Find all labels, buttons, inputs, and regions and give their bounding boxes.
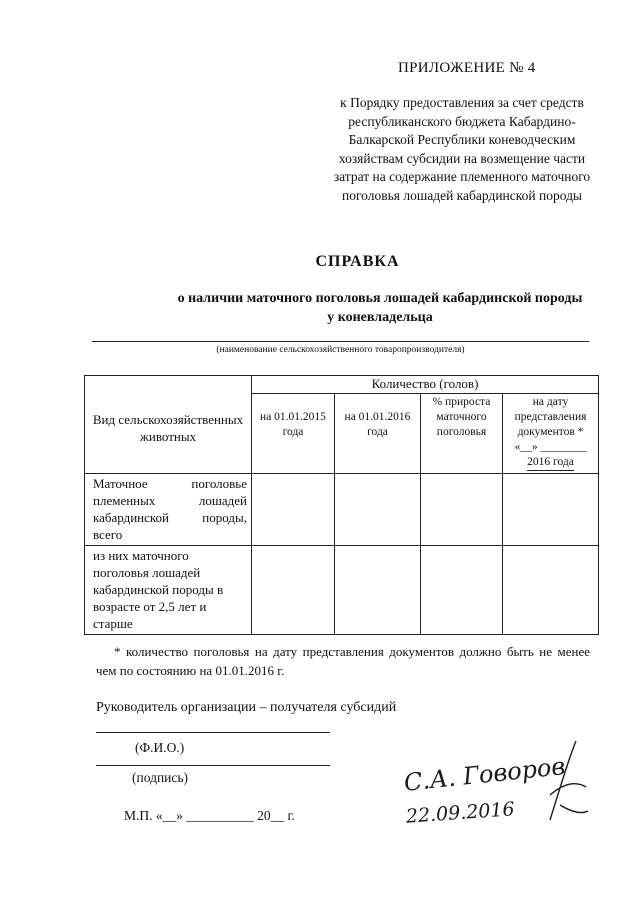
- signature-line: [96, 765, 330, 766]
- appendix-title: ПРИЛОЖЕНИЕ № 4: [398, 60, 536, 76]
- table-cell: [335, 546, 421, 635]
- stamp-date-line: М.П. «__» __________ 20__ г.: [124, 808, 295, 823]
- fio-line: [96, 732, 330, 733]
- document-subtitle: [100, 289, 640, 327]
- quantity-header: Количество (голов): [252, 376, 599, 394]
- livestock-table: [84, 375, 599, 635]
- row-label: Маточное поголовье племенных лошадей кабардинской породы, всего: [85, 474, 252, 546]
- table-cell: [503, 474, 599, 546]
- organization-caption: (наименование сельскохозяйственного товаропроизводителя): [216, 345, 465, 355]
- table-row: [85, 546, 599, 635]
- head-of-organization-label: Руководитель организации – получателя субсидий: [96, 700, 397, 715]
- present-date-year: 2016 года: [503, 455, 598, 471]
- handwritten-signature: [400, 735, 590, 830]
- column-2016: на 01.01.2016 года: [335, 394, 421, 474]
- table-cell: [421, 474, 503, 546]
- signature-caption: (подпись): [132, 770, 189, 785]
- appendix-subtitle: к Порядку предоставления за счет средств республиканского бюджета Кабардино-Балкарской Республики коневодческим хозяйствам субсидии на возмещение части затрат на содержание племенного маточного поголовья лошадей кабардинской породы: [333, 95, 591, 203]
- column-present-date: [503, 394, 599, 474]
- table-cell: [252, 474, 335, 546]
- column-kind-header: Вид сельскохозяйственных животных: [85, 376, 252, 474]
- handwritten-name: С.А. Говоров: [402, 752, 567, 797]
- column-2015: на 01.01.2015 года: [252, 394, 335, 474]
- present-date-label: на дату представления документов *: [514, 396, 587, 438]
- subtitle-line-1: о наличии маточного поголовья лошадей кабардинской породы: [177, 291, 583, 306]
- row-label: из них маточного поголовья лошадей кабардинской породы в возрасте от 2,5 лет и старше: [85, 546, 252, 635]
- table-cell: [252, 546, 335, 635]
- handwritten-date: 22.09.2016: [405, 798, 516, 828]
- fio-caption: (Ф.И.О.): [135, 740, 185, 755]
- organization-name-line: [92, 341, 589, 342]
- present-date-blank: «__» ________: [514, 441, 587, 453]
- table-cell: [503, 546, 599, 635]
- footnote: * количество поголовья на дату представления документов должно быть не менее чем по состоянию на 01.01.2016 г.: [96, 644, 590, 678]
- table-cell: [421, 546, 503, 635]
- subtitle-line-2: у коневладельца: [327, 310, 433, 325]
- column-growth: % прироста маточного поголовья: [421, 394, 503, 474]
- table-cell: [335, 474, 421, 546]
- table-row: [85, 474, 599, 546]
- document-title: СПРАВКА: [315, 253, 400, 270]
